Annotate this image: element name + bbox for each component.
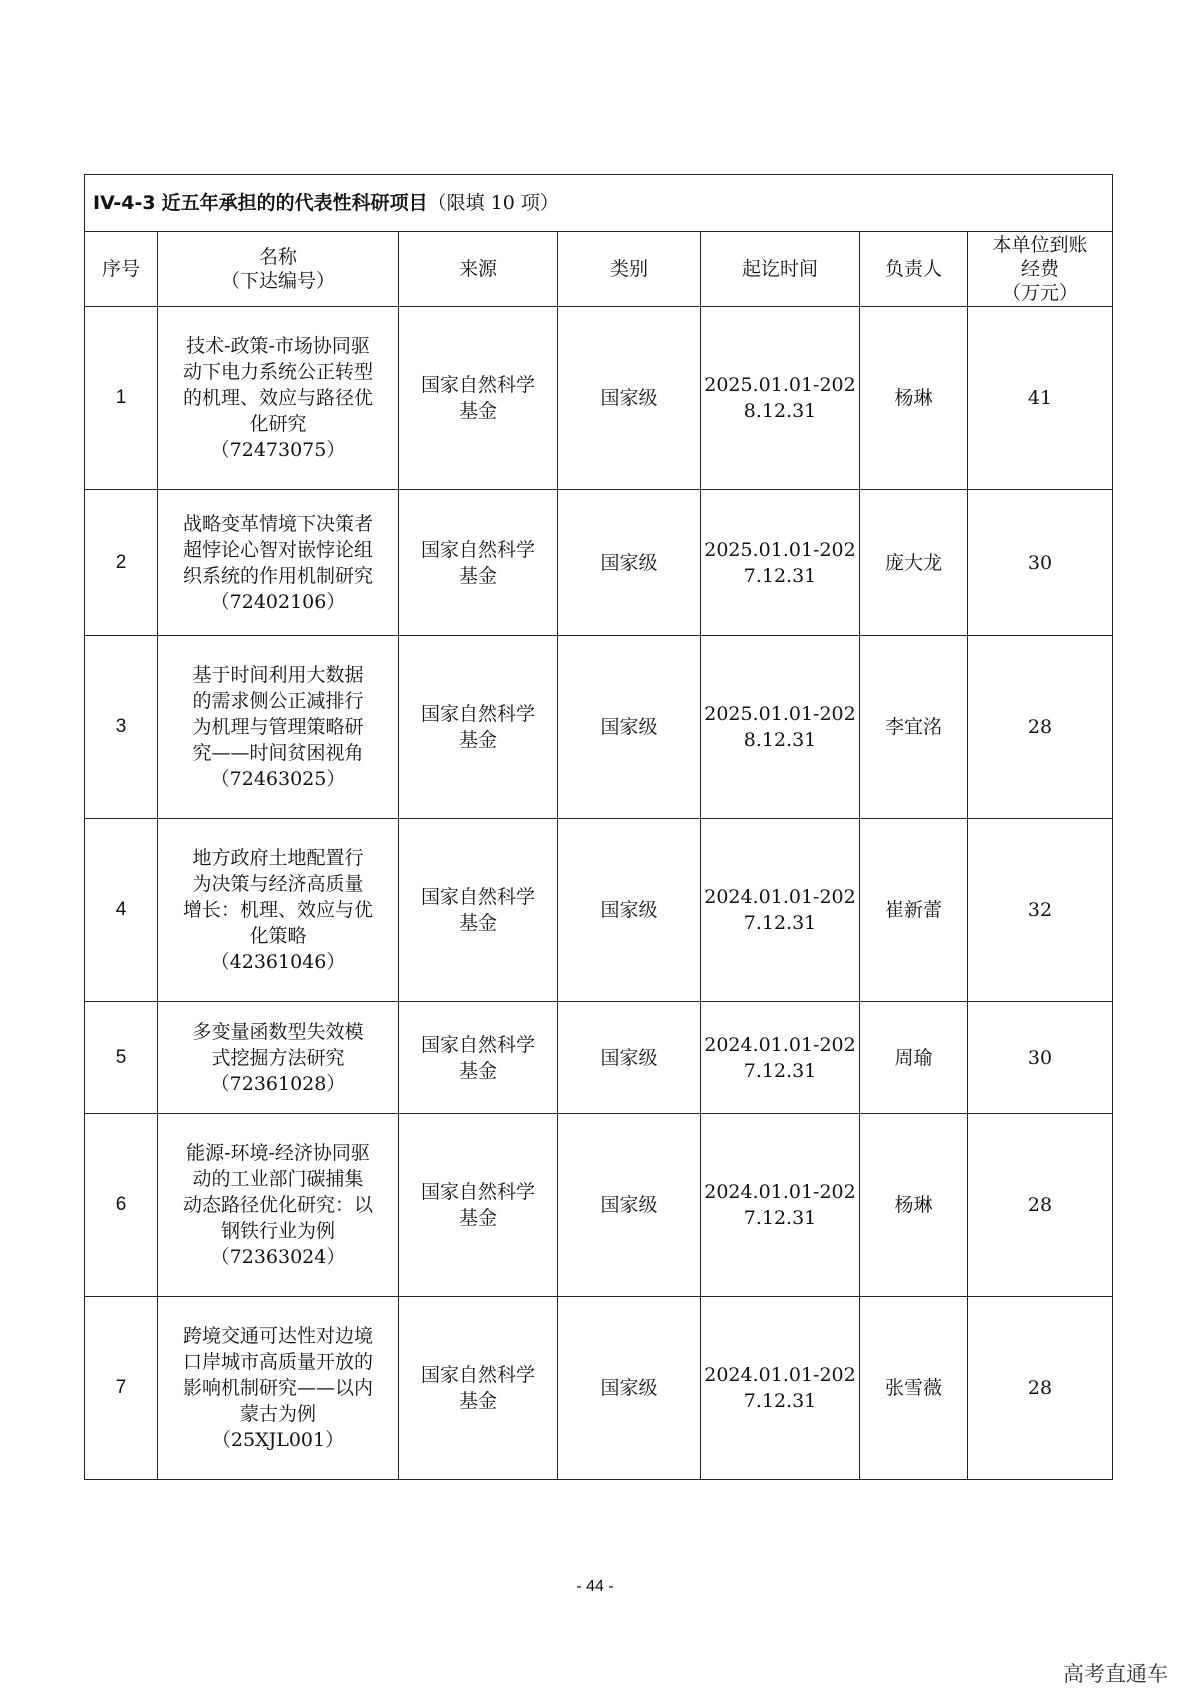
project-name-line: （72402106）	[210, 590, 346, 613]
row-project-name	[158, 819, 399, 1002]
project-name-line: 跨境交通可达性对边境	[182, 1325, 373, 1347]
row-category: 国家级	[558, 490, 701, 636]
row-seq: 6	[85, 1114, 158, 1297]
row-category: 国家级	[558, 1114, 701, 1297]
project-name-line: 基于时间利用大数据	[192, 664, 364, 686]
header-leader: 负责人	[860, 232, 968, 307]
project-name-line: 影响机制研究——以内	[182, 1377, 373, 1399]
project-name-line: 增长：机理、效应与优	[182, 899, 373, 921]
source-line: 基金	[458, 400, 497, 422]
header-name-line: 名称	[258, 246, 297, 268]
row-source	[399, 307, 558, 490]
period-line: 7.12.31	[743, 1390, 817, 1412]
row-seq: 1	[85, 307, 158, 490]
row-source	[399, 490, 558, 636]
row-funding: 28	[968, 1297, 1113, 1480]
table-header-row	[85, 232, 1113, 307]
project-name-line: 地方政府土地配置行	[192, 847, 364, 869]
row-category: 国家级	[558, 1002, 701, 1114]
source-line: 国家自然科学	[420, 1364, 535, 1386]
row-leader: 庞大龙	[860, 490, 968, 636]
project-name-line: 化策略	[249, 925, 307, 947]
project-name-line: （72363024）	[210, 1246, 346, 1268]
period-line: 2025.01.01-202	[704, 538, 856, 561]
period-line: 8.12.31	[743, 729, 817, 751]
row-leader: 周瑜	[860, 1002, 968, 1114]
source-line: 基金	[458, 1207, 497, 1229]
table-row	[85, 1114, 1113, 1297]
row-seq: 7	[85, 1297, 158, 1480]
header-category: 类别	[558, 232, 701, 307]
projects-table	[84, 174, 1113, 1480]
row-funding: 30	[968, 490, 1113, 636]
project-name-line: 超悖论心智对嵌悖论组	[182, 538, 373, 561]
row-seq: 3	[85, 636, 158, 819]
row-funding: 32	[968, 819, 1113, 1002]
header-period: 起讫时间	[701, 232, 860, 307]
project-name-line: （72463025）	[210, 768, 346, 790]
row-period	[701, 1297, 860, 1480]
period-line: 7.12.31	[743, 564, 817, 587]
source-line: 国家自然科学	[420, 1181, 535, 1203]
project-name-line: 战略变革情境下决策者	[182, 512, 373, 535]
section-caption-row	[85, 175, 1113, 232]
row-leader: 李宜洺	[860, 636, 968, 819]
source-line: 国家自然科学	[420, 538, 535, 561]
period-line: 2024.01.01-202	[704, 1181, 856, 1203]
row-project-name	[158, 1297, 399, 1480]
project-name-line: 织系统的作用机制研究	[182, 564, 373, 587]
project-name-line: （42361046）	[210, 951, 346, 973]
period-line: 2024.01.01-202	[704, 1033, 856, 1056]
row-period	[701, 636, 860, 819]
project-name-line: 蒙古为例	[239, 1403, 316, 1425]
section-caption	[85, 175, 1113, 232]
row-period	[701, 1114, 860, 1297]
row-source	[399, 819, 558, 1002]
row-category: 国家级	[558, 819, 701, 1002]
project-name-line: 钢铁行业为例	[220, 1220, 335, 1242]
source-line: 基金	[458, 1059, 497, 1082]
period-line: 2025.01.01-202	[704, 703, 856, 725]
project-name-line: 的需求侧公正减排行	[192, 690, 364, 712]
row-leader: 张雪薇	[860, 1297, 968, 1480]
project-name-line: 为决策与经济高质量	[192, 873, 364, 895]
period-line: 2025.01.01-202	[704, 374, 856, 396]
row-leader: 杨琳	[860, 307, 968, 490]
row-project-name	[158, 1114, 399, 1297]
project-name-line: 式挖掘方法研究	[211, 1046, 345, 1069]
header-funding-line: （万元）	[1002, 282, 1079, 304]
header-source: 来源	[399, 232, 558, 307]
source-line: 国家自然科学	[420, 1033, 535, 1056]
row-category: 国家级	[558, 307, 701, 490]
project-name-line: 能源-环境-经济协同驱	[186, 1142, 370, 1164]
project-name-line: 口岸城市高质量开放的	[182, 1351, 373, 1373]
project-name-line: 动下电力系统公正转型	[182, 361, 373, 383]
project-name-line: 多变量函数型失效模	[192, 1020, 364, 1043]
row-source	[399, 1114, 558, 1297]
row-seq: 2	[85, 490, 158, 636]
row-project-name	[158, 636, 399, 819]
row-source	[399, 1297, 558, 1480]
period-line: 2024.01.01-202	[704, 1364, 856, 1386]
project-name-line: 技术-政策-市场协同驱	[186, 335, 370, 357]
row-seq: 4	[85, 819, 158, 1002]
row-project-name	[158, 490, 399, 636]
row-period	[701, 307, 860, 490]
row-leader: 杨琳	[860, 1114, 968, 1297]
page-number: - 44 -	[576, 1578, 614, 1595]
row-period	[701, 819, 860, 1002]
source-line: 基金	[458, 912, 497, 934]
row-source	[399, 1002, 558, 1114]
row-period	[701, 490, 860, 636]
project-name-line: （72361028）	[210, 1072, 346, 1095]
source-line: 基金	[458, 1390, 497, 1412]
row-funding: 28	[968, 1114, 1113, 1297]
row-leader: 崔新蕾	[860, 819, 968, 1002]
source-line: 国家自然科学	[420, 886, 535, 908]
source-line: 基金	[458, 564, 497, 587]
header-funding-line: 本单位到账	[992, 234, 1088, 256]
section-title: 近五年承担的的代表性科研项目	[161, 192, 428, 214]
header-name	[158, 232, 399, 307]
source-line: 国家自然科学	[420, 703, 535, 725]
table-row	[85, 307, 1113, 490]
period-line: 7.12.31	[743, 1059, 817, 1082]
project-name-line: 的机理、效应与路径优	[182, 387, 373, 409]
header-funding-line: 经费	[1021, 258, 1060, 280]
row-project-name	[158, 307, 399, 490]
period-line: 7.12.31	[743, 912, 817, 934]
row-funding: 30	[968, 1002, 1113, 1114]
section-code: IV-4-3	[93, 192, 156, 214]
project-name-line: （25XJL001）	[211, 1429, 345, 1451]
source-line: 基金	[458, 729, 497, 751]
row-period	[701, 1002, 860, 1114]
project-name-line: 动态路径优化研究：以	[182, 1194, 373, 1216]
project-name-line: 化研究	[249, 413, 307, 435]
watermark: 高考直通车	[1063, 1662, 1168, 1686]
period-line: 8.12.31	[743, 400, 817, 422]
table-row	[85, 636, 1113, 819]
period-line: 7.12.31	[743, 1207, 817, 1229]
project-name-line: 动的工业部门碳捕集	[192, 1168, 364, 1190]
row-source	[399, 636, 558, 819]
table-row	[85, 819, 1113, 1002]
row-category: 国家级	[558, 1297, 701, 1480]
project-name-line: （72473075）	[210, 439, 346, 461]
row-funding: 41	[968, 307, 1113, 490]
table-row	[85, 1002, 1113, 1114]
project-name-line: 为机理与管理策略研	[192, 716, 364, 738]
period-line: 2024.01.01-202	[704, 886, 856, 908]
row-category: 国家级	[558, 636, 701, 819]
table-row	[85, 490, 1113, 636]
header-name-line: （下达编号）	[220, 270, 335, 292]
section-note: （限填 10 项）	[427, 192, 559, 214]
table-row	[85, 1297, 1113, 1480]
header-funding	[968, 232, 1113, 307]
row-funding: 28	[968, 636, 1113, 819]
header-seq: 序号	[85, 232, 158, 307]
row-seq: 5	[85, 1002, 158, 1114]
project-name-line: 究——时间贫困视角	[192, 742, 364, 764]
source-line: 国家自然科学	[420, 374, 535, 396]
row-project-name	[158, 1002, 399, 1114]
